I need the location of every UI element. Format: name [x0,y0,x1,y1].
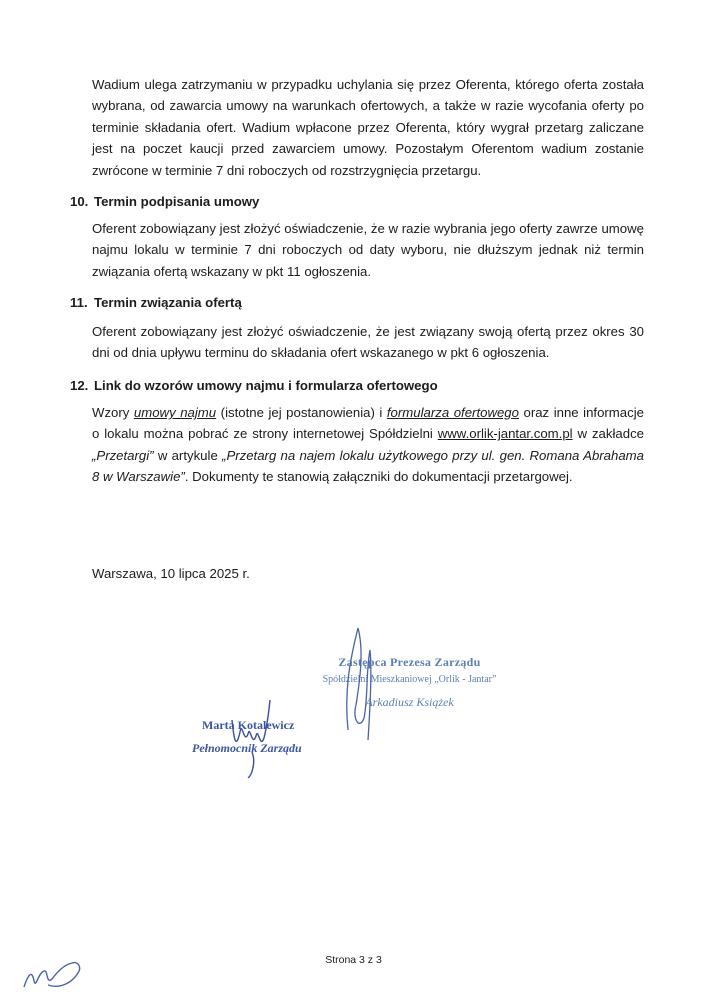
website-link[interactable]: www.orlik-jantar.com.pl [437,426,573,442]
section-title: Link do wzorów umowy najmu i formularza ofertowego [94,378,438,393]
text-run: (istotne jej postanowienia) i [216,405,387,420]
page-number: Strona 3 z 3 [325,954,382,966]
wadium-paragraph: Wadium ulega zatrzymaniu w przypadku uchylania się przez Oferenta, którego oferta została wybrana, od zawarcia umowy na warunkach ofertowych, a także w razie wycofania oferty po terminie składania ofert. Wadium wpłacone przez Oferenta, który wygrał przetarg zaliczane jest na poczet kaucji przed zawarciem umowy. Pozostałym Oferentom wadium zostanie zwrócone w terminie 7 dni roboczych od rozstrzygnięcia przetargu. [92,77,644,178]
initials-paraph-icon [20,955,90,995]
stamp-title: Zastępca Prezesa Zarządu [338,655,481,669]
text-run: w zakładce [572,426,644,442]
date-line: Warszawa, 10 lipca 2025 r. [92,566,250,581]
stamp-name: Arkadiusz Książek [365,695,454,709]
formularz-ofertowy-link[interactable]: formularza ofertowego [386,405,519,420]
stamp-name: Marta Kotalewicz [202,718,295,732]
article-title: „Przetarg na najem lokalu użytkowego przy ul. gen. Romana Abrahama 8 w Warszawie” [92,447,644,485]
section-number: 10. [70,194,89,209]
section-heading-10 [70,193,259,211]
section-title: Termin podpisania umowy [94,194,260,209]
section-body-12 [92,402,644,488]
section-body-10: Oferent zobowiązany jest złożyć oświadczenie, że w razie wybrania jego oferty zawrze umowę najmu lokalu w terminie 7 dni roboczych od daty wyboru, nie dłuższym jednak niż termin związania ofertą wskazany w pkt 11 ogłoszenia. [92,221,644,279]
section-number: 11. [70,295,88,310]
text-run: . Dokumenty te stanowią załączniki do dokumentacji przetargowej. [184,469,573,485]
section-heading-11 [70,294,242,312]
stamp-organization: Spółdzielni Mieszkaniowej „Orlik - Jantar” [322,674,497,685]
plenipotentiary-signature-icon [222,690,312,780]
deputy-signature-icon [330,620,390,750]
section-heading-12 [70,377,438,395]
section-number: 12. [70,378,89,393]
text-run: w artykule [153,447,223,463]
text-run: oraz inne informacje o lokalu można pobrać ze strony internetowej Spółdzielni [92,405,644,442]
text-run: Wzory [92,405,134,420]
section-title: Termin związania ofertą [94,295,242,310]
umowa-najmu-link[interactable]: umowy najmu [133,405,217,420]
section-body-11: Oferent zobowiązany jest złożyć oświadczenie, że jest związany swoją ofertą przez okres 30 dni od dnia upływu terminu do składania ofert wskazanego w pkt 6 ogłoszenia. [92,324,644,361]
tab-name: „Przetargi” [92,447,154,463]
stamp-role: Pełnomocnik Zarządu [192,741,302,755]
